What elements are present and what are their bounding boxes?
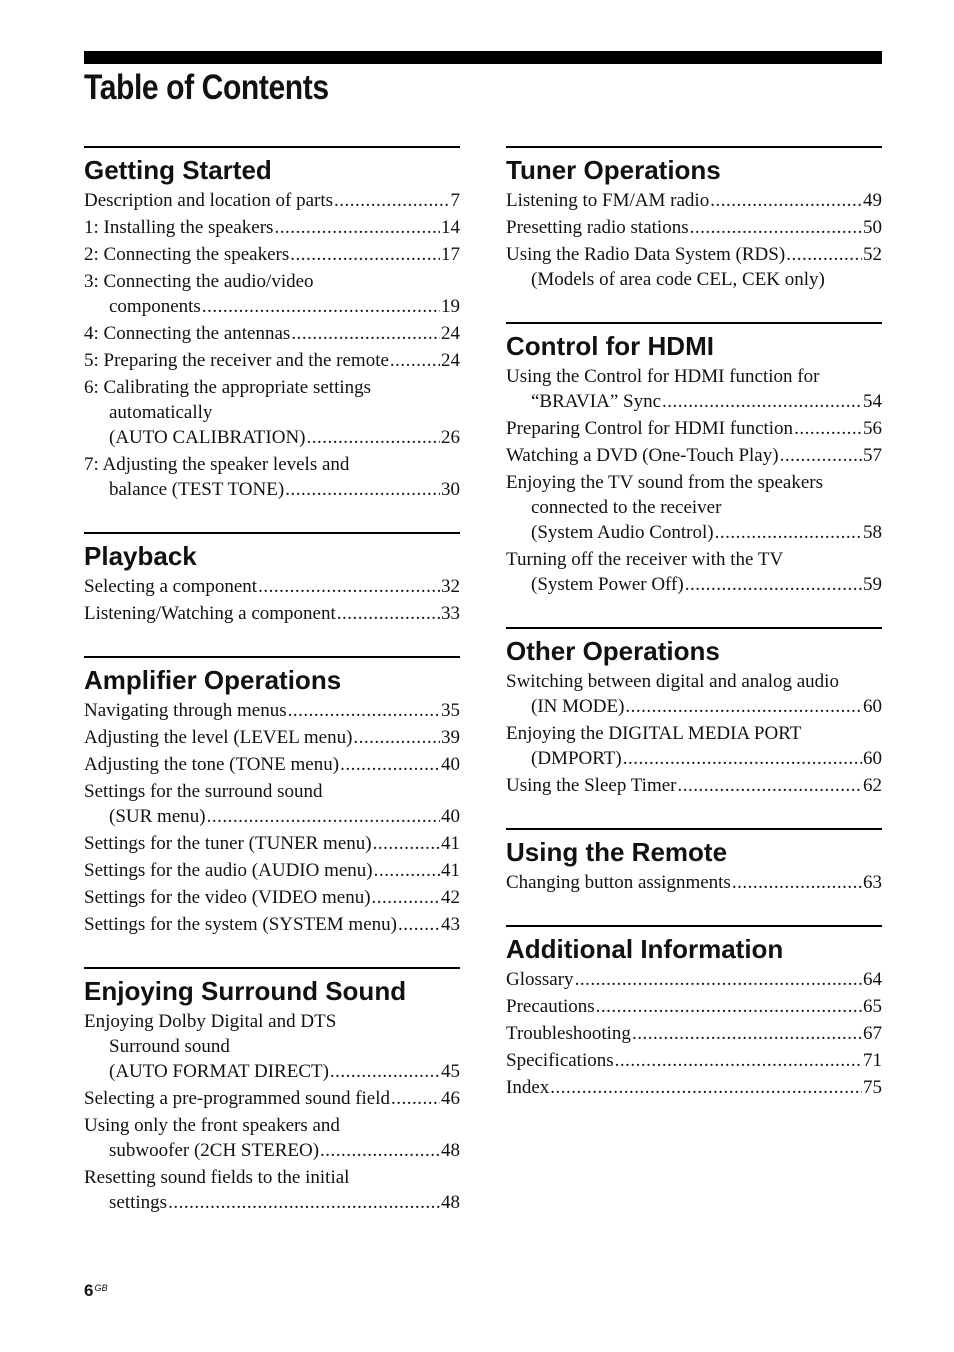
entry-title-line — [506, 520, 882, 545]
toc-entry[interactable] — [506, 1021, 882, 1046]
entry-page-number: 14 — [441, 217, 460, 238]
dot-leader — [258, 574, 440, 599]
toc-entry[interactable] — [84, 269, 460, 319]
entry-title-line — [506, 572, 882, 597]
entry-text-line — [84, 1165, 460, 1190]
toc-entry[interactable] — [84, 188, 460, 213]
toc-entry[interactable] — [506, 967, 882, 992]
dot-leader — [677, 773, 862, 798]
dot-leader — [320, 1138, 440, 1163]
entry-page-number: 49 — [863, 190, 882, 211]
entry-title: Selecting a component — [84, 576, 258, 597]
entry-title-line — [84, 321, 460, 346]
toc-entry[interactable] — [506, 188, 882, 213]
entry-title: Selecting a pre-programmed sound field — [84, 1088, 391, 1109]
entry-page-number: 65 — [863, 996, 882, 1017]
dot-leader — [334, 188, 449, 213]
entry-title-line — [84, 574, 460, 599]
dot-leader — [337, 601, 440, 626]
toc-section — [506, 925, 882, 1100]
toc-entry[interactable] — [84, 452, 460, 502]
entry-text-line — [506, 495, 882, 520]
entry-note: (Models of area code CEL, CEK only) — [531, 269, 825, 290]
entry-text: Enjoying the TV sound from the speakers — [506, 472, 823, 493]
entry-title: settings — [109, 1192, 168, 1213]
entry-text-line — [506, 669, 882, 694]
entry-title-line — [506, 242, 882, 267]
toc-entry[interactable] — [506, 994, 882, 1019]
toc-entry[interactable] — [84, 321, 460, 346]
entry-page-number: 42 — [441, 887, 460, 908]
dot-leader — [390, 348, 440, 373]
dot-leader — [353, 725, 440, 750]
entry-title-line — [84, 215, 460, 240]
entry-text: Settings for the surround sound — [84, 781, 323, 802]
entry-text: 6: Calibrating the appropriate settings — [84, 377, 372, 398]
entry-title: Navigating through menus — [84, 700, 287, 721]
entry-title-line — [506, 870, 882, 895]
entry-title-line — [506, 416, 882, 441]
entry-title-line — [84, 1059, 460, 1084]
entry-title: Using the Radio Data System (RDS) — [506, 244, 786, 265]
dot-leader — [330, 1059, 440, 1084]
toc-entry[interactable] — [506, 1048, 882, 1073]
entry-text: Switching between digital and analog audio — [506, 671, 839, 692]
toc-entry[interactable] — [84, 601, 460, 626]
entry-text: Resetting sound fields to the initial — [84, 1167, 350, 1188]
entry-note-line — [506, 267, 882, 292]
entry-page-number: 19 — [441, 296, 460, 317]
entry-text: 3: Connecting the audio/video — [84, 271, 314, 292]
toc-section — [506, 627, 882, 798]
entry-page-number: 45 — [441, 1061, 460, 1082]
section-heading: Getting Started — [84, 155, 272, 185]
entry-title-line — [84, 804, 460, 829]
section-heading: Tuner Operations — [506, 155, 721, 185]
entry-page-number: 54 — [863, 391, 882, 412]
entry-title: (DMPORT) — [531, 748, 622, 769]
entry-page-number: 30 — [441, 479, 460, 500]
entry-title: Preparing Control for HDMI function — [506, 418, 794, 439]
toc-entry[interactable] — [506, 242, 882, 292]
toc-entry[interactable] — [506, 547, 882, 597]
entry-title-line — [506, 746, 882, 771]
entry-page-number: 41 — [441, 860, 460, 881]
entry-text-line — [84, 400, 460, 425]
dot-leader — [780, 443, 862, 468]
dot-leader — [288, 698, 440, 723]
dot-leader — [690, 215, 862, 240]
dot-leader — [685, 572, 862, 597]
entry-title-line — [84, 425, 460, 450]
toc-entry[interactable] — [506, 364, 882, 414]
toc-entry[interactable] — [84, 779, 460, 829]
entry-text-line — [506, 547, 882, 572]
entry-title-line — [84, 912, 460, 937]
entry-title: 4: Connecting the antennas — [84, 323, 291, 344]
entry-title: Changing button assignments — [506, 872, 731, 893]
entry-title-line — [84, 831, 460, 856]
section-heading: Using the Remote — [506, 837, 728, 867]
entry-page-number: 26 — [441, 427, 460, 448]
toc-entry[interactable] — [84, 725, 460, 750]
entry-title-line — [84, 1190, 460, 1215]
page-number-suffix: GB — [94, 1283, 108, 1293]
entry-title: (IN MODE) — [531, 696, 625, 717]
toc-section — [506, 322, 882, 597]
dot-leader — [398, 912, 440, 937]
entry-text: automatically — [109, 402, 213, 423]
entry-page-number: 56 — [863, 418, 882, 439]
dot-leader — [662, 389, 862, 414]
entry-page-number: 62 — [863, 775, 882, 796]
entry-title-line — [84, 885, 460, 910]
dot-leader — [168, 1190, 440, 1215]
entry-page-number: 57 — [863, 445, 882, 466]
toc-entry[interactable] — [506, 443, 882, 468]
toc-column-left — [84, 146, 460, 1245]
entry-title: (System Audio Control) — [531, 522, 714, 543]
entry-page-number: 48 — [441, 1140, 460, 1161]
dot-leader — [710, 188, 862, 213]
entry-page-number: 58 — [863, 522, 882, 543]
entry-title: Adjusting the level (LEVEL menu) — [84, 727, 353, 748]
entry-text-line — [84, 375, 460, 400]
toc-section — [84, 146, 460, 502]
toc-entry[interactable] — [506, 870, 882, 895]
entry-text-line — [84, 1034, 460, 1059]
dot-leader — [596, 994, 862, 1019]
page-number-value: 6 — [84, 1281, 94, 1300]
entry-title: Index — [506, 1077, 550, 1098]
toc-entry[interactable] — [84, 1165, 460, 1215]
toc-entry[interactable] — [84, 1009, 460, 1084]
entry-page-number: 67 — [863, 1023, 882, 1044]
entry-title-line — [84, 1138, 460, 1163]
dot-leader — [794, 416, 862, 441]
entry-title-line — [84, 601, 460, 626]
entry-title-line — [84, 477, 460, 502]
dot-leader — [207, 804, 440, 829]
entry-title: Settings for the video (VIDEO menu) — [84, 887, 371, 908]
entry-title-line — [84, 858, 460, 883]
entry-title-line — [84, 752, 460, 777]
entry-page-number: 48 — [441, 1192, 460, 1213]
entry-text-line — [506, 470, 882, 495]
entry-text-line — [506, 364, 882, 389]
toc-entry[interactable] — [84, 752, 460, 777]
entry-title: Glossary — [506, 969, 574, 990]
entry-page-number: 60 — [863, 748, 882, 769]
entry-title: Description and location of parts — [84, 190, 334, 211]
toc-entry[interactable] — [84, 242, 460, 267]
dot-leader — [340, 752, 440, 777]
entry-title-line — [506, 967, 882, 992]
dot-leader — [623, 746, 862, 771]
page-title: Table of Contents — [84, 68, 329, 107]
dot-leader — [372, 885, 440, 910]
entry-page-number: 46 — [441, 1088, 460, 1109]
toc-entry[interactable] — [506, 669, 882, 719]
entry-page-number: 33 — [441, 603, 460, 624]
entry-page-number: 63 — [863, 872, 882, 893]
title-rule — [84, 51, 882, 64]
toc-entry[interactable] — [506, 470, 882, 545]
dot-leader — [291, 321, 440, 346]
toc-section — [84, 967, 460, 1215]
entry-title-line — [506, 694, 882, 719]
entry-title-line — [506, 188, 882, 213]
toc-entry[interactable] — [84, 831, 460, 856]
entry-title-line — [506, 1075, 882, 1100]
entry-title: 5: Preparing the receiver and the remote — [84, 350, 389, 371]
entry-text-line — [84, 1009, 460, 1034]
entry-title: Listening to FM/AM radio — [506, 190, 710, 211]
entry-title-line — [506, 389, 882, 414]
entry-title: Precautions — [506, 996, 595, 1017]
toc-entry[interactable] — [84, 348, 460, 373]
entry-text: Enjoying the DIGITAL MEDIA PORT — [506, 723, 802, 744]
entry-title-line — [506, 773, 882, 798]
entry-title: Listening/Watching a component — [84, 603, 336, 624]
entry-page-number: 75 — [863, 1077, 882, 1098]
entry-page-number: 50 — [863, 217, 882, 238]
entry-title: balance (TEST TONE) — [109, 479, 285, 500]
entry-page-number: 41 — [441, 833, 460, 854]
entry-title: (System Power Off) — [531, 574, 684, 595]
entry-text: Enjoying Dolby Digital and DTS — [84, 1011, 337, 1032]
toc-entry[interactable] — [84, 912, 460, 937]
dot-leader — [202, 294, 440, 319]
entry-title: Troubleshooting — [506, 1023, 631, 1044]
entry-text-line — [84, 1113, 460, 1138]
dot-leader — [307, 425, 441, 450]
entry-title: Settings for the system (SYSTEM menu) — [84, 914, 397, 935]
entry-page-number: 24 — [441, 323, 460, 344]
toc-entry[interactable] — [506, 721, 882, 771]
toc-entry[interactable] — [506, 1075, 882, 1100]
dot-leader — [391, 1086, 440, 1111]
toc-entry[interactable] — [506, 416, 882, 441]
entry-title: Specifications — [506, 1050, 614, 1071]
entry-title-line — [84, 348, 460, 373]
toc-entry[interactable] — [84, 698, 460, 723]
entry-title-line — [84, 698, 460, 723]
entry-text: Surround sound — [109, 1036, 230, 1057]
entry-text-line — [84, 452, 460, 477]
entry-page-number: 39 — [441, 727, 460, 748]
entry-title: 1: Installing the speakers — [84, 217, 274, 238]
entry-title: Settings for the audio (AUDIO menu) — [84, 860, 373, 881]
entry-text: 7: Adjusting the speaker levels and — [84, 454, 350, 475]
entry-page-number: 59 — [863, 574, 882, 595]
toc-entry[interactable] — [84, 1086, 460, 1111]
dot-leader — [575, 967, 862, 992]
entry-page-number: 24 — [441, 350, 460, 371]
entry-text-line — [506, 721, 882, 746]
section-heading: Other Operations — [506, 636, 720, 666]
toc-section — [84, 532, 460, 626]
entry-page-number: 64 — [863, 969, 882, 990]
entry-title-line — [506, 443, 882, 468]
toc-entry[interactable] — [506, 773, 882, 798]
entry-page-number: 7 — [450, 190, 460, 211]
entry-title: subwoofer (2CH STEREO) — [109, 1140, 320, 1161]
toc-entry[interactable] — [84, 858, 460, 883]
entry-page-number: 43 — [441, 914, 460, 935]
section-heading: Amplifier Operations — [84, 665, 342, 695]
section-heading: Enjoying Surround Sound — [84, 976, 407, 1006]
dot-leader — [732, 870, 862, 895]
entry-page-number: 71 — [863, 1050, 882, 1071]
entry-page-number: 40 — [441, 806, 460, 827]
dot-leader — [373, 831, 440, 856]
entry-text-line — [84, 779, 460, 804]
entry-page-number: 17 — [441, 244, 460, 265]
toc-column-right — [506, 146, 882, 1130]
entry-text: Using the Control for HDMI function for — [506, 366, 820, 387]
toc-entry[interactable] — [84, 375, 460, 450]
entry-title: Adjusting the tone (TONE menu) — [84, 754, 340, 775]
dot-leader — [274, 215, 440, 240]
entry-title-line — [506, 1048, 882, 1073]
toc-entry[interactable] — [84, 1113, 460, 1163]
toc-entry[interactable] — [506, 215, 882, 240]
entry-text: connected to the receiver — [531, 497, 722, 518]
entry-title-line — [84, 725, 460, 750]
section-heading: Additional Information — [506, 934, 784, 964]
entry-text: Turning off the receiver with the TV — [506, 549, 784, 570]
entry-title-line — [84, 294, 460, 319]
toc-section — [84, 656, 460, 937]
dot-leader — [615, 1048, 862, 1073]
entry-title: components — [109, 296, 201, 317]
entry-title: 2: Connecting the speakers — [84, 244, 290, 265]
entry-title: Watching a DVD (One-Touch Play) — [506, 445, 779, 466]
entry-title: (SUR menu) — [109, 806, 206, 827]
dot-leader — [625, 694, 862, 719]
toc-section — [506, 146, 882, 292]
dot-leader — [285, 477, 440, 502]
toc-entry[interactable] — [84, 885, 460, 910]
entry-page-number: 32 — [441, 576, 460, 597]
dot-leader — [550, 1075, 862, 1100]
toc-entry[interactable] — [84, 574, 460, 599]
entry-title: (AUTO FORMAT DIRECT) — [109, 1061, 329, 1082]
entry-title: Settings for the tuner (TUNER menu) — [84, 833, 372, 854]
entry-page-number: 52 — [863, 244, 882, 265]
entry-title-line — [84, 188, 460, 213]
entry-text-line — [84, 269, 460, 294]
dot-leader — [715, 520, 862, 545]
entry-page-number: 40 — [441, 754, 460, 775]
dot-leader — [290, 242, 440, 267]
dot-leader — [632, 1021, 862, 1046]
entry-title-line — [506, 1021, 882, 1046]
entry-title-line — [84, 1086, 460, 1111]
dot-leader — [374, 858, 440, 883]
entry-title-line — [84, 242, 460, 267]
entry-title-line — [506, 994, 882, 1019]
entry-title: “BRAVIA” Sync — [531, 391, 662, 412]
entry-page-number: 60 — [863, 696, 882, 717]
entry-text: Using only the front speakers and — [84, 1115, 340, 1136]
entry-title-line — [506, 215, 882, 240]
entry-title: Using the Sleep Timer — [506, 775, 677, 796]
section-heading: Playback — [84, 541, 197, 571]
toc-entry[interactable] — [84, 215, 460, 240]
entry-title: Presetting radio stations — [506, 217, 689, 238]
entry-page-number: 35 — [441, 700, 460, 721]
page-number — [84, 1281, 107, 1301]
section-heading: Control for HDMI — [506, 331, 714, 361]
dot-leader — [786, 242, 862, 267]
entry-title: (AUTO CALIBRATION) — [109, 427, 306, 448]
toc-section — [506, 828, 882, 895]
